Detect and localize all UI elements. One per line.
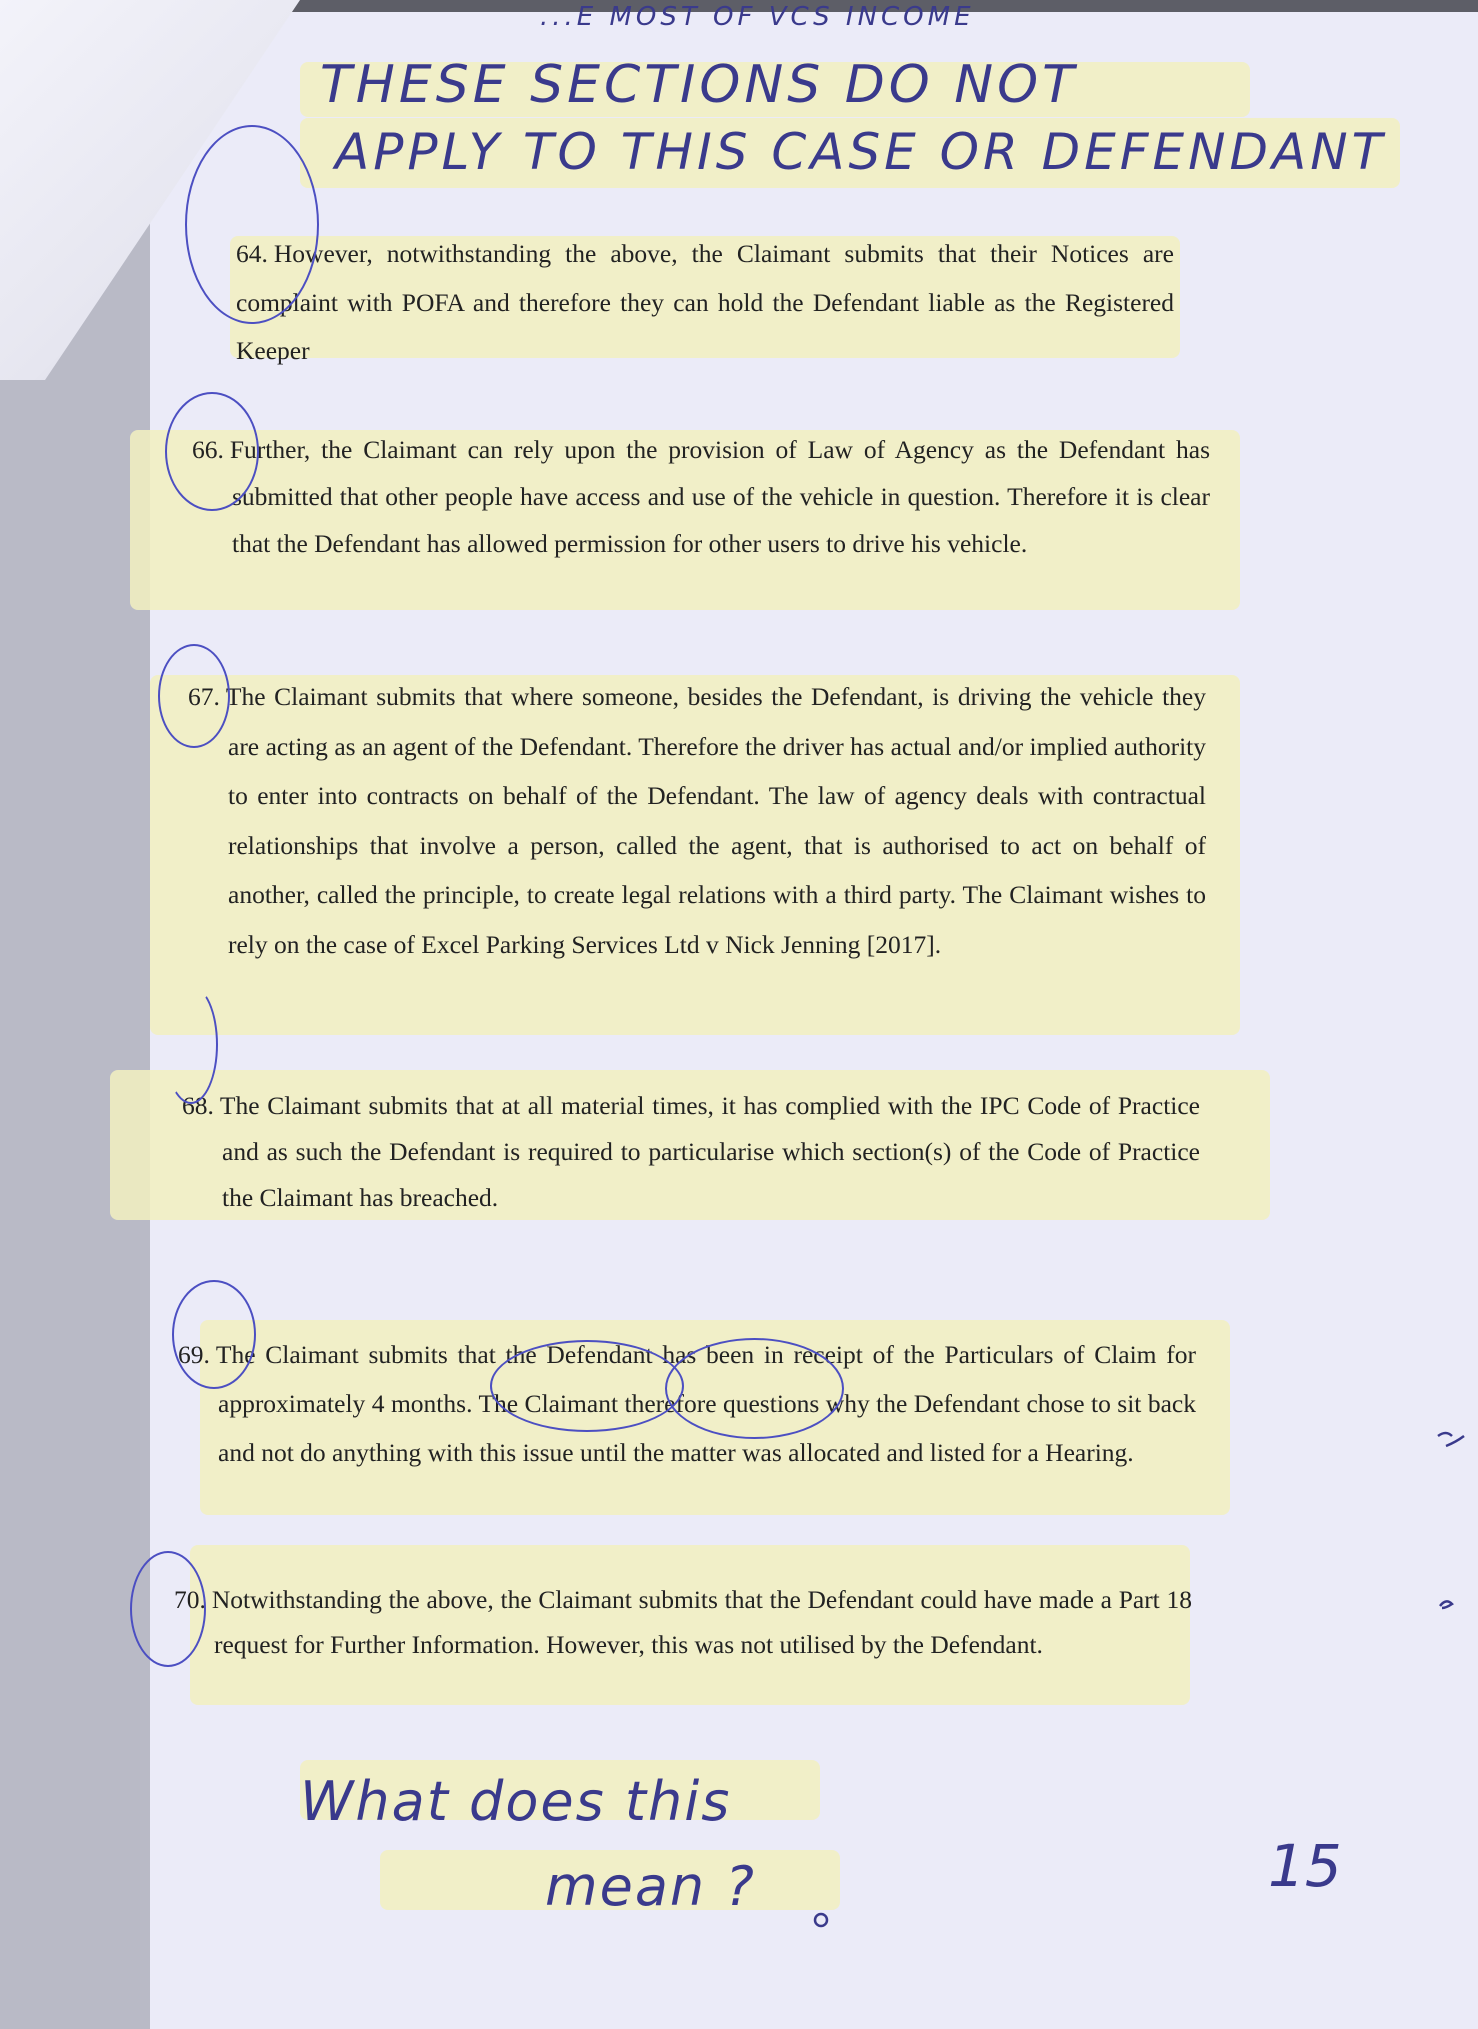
paragraph-number: 64. <box>236 239 268 268</box>
paragraph-number: 69. <box>178 1340 210 1369</box>
handwritten-note-line1: THESE SECTIONS DO NOT <box>320 55 1078 115</box>
paragraph-text: The Claimant submits that at all material times, it has complied with the IPC Code of Practice and as such the Defendant is required to particularise which section(s) of the Code of Practice the Claimant has breached. <box>219 1091 1200 1212</box>
handwritten-note-line2: APPLY TO THIS CASE OR DEFENDANT <box>335 123 1387 181</box>
margin-mark <box>1440 1601 1452 1608</box>
paragraph-number: 68. <box>182 1091 214 1120</box>
paragraph-text: The Claimant submits that the Defendant has been in receipt of the Particulars of Claim for approximately 4 months. The Claimant therefore questions why the Defendant chose to sit back and not do anything with this issue until the matter was allocated and listed for a Hearing. <box>215 1340 1196 1467</box>
paragraph-text: The Claimant submits that where someone, besides the Defendant, is driving the vehicle they are acting as an agent of the Defendant. Therefore the driver has actual and/or implied authority to enter into contracts on behalf of the Defendant. The law of agency deals with contractual relationships that involve a person, called the agent, that is authorised to act on behalf of another, called the principle, to create legal relations with a third party. The Claimant wishes to rely on the case of Excel Parking Services Ltd v Nick Jenning [2017]. <box>225 682 1206 959</box>
paragraph-number: 70. <box>174 1585 206 1614</box>
paragraph-text: Notwithstanding the above, the Claimant submits that the Defendant could have made a Part 18 request for Further Information. However, this was not utilised by the Defendant. <box>211 1585 1192 1659</box>
handwritten-note-top-cut: ...E MOST OF VCS INCOME <box>540 2 975 32</box>
handwritten-question-line1: What does this <box>300 1770 732 1833</box>
margin-mark <box>1438 1433 1464 1446</box>
pen-dot <box>815 1914 827 1926</box>
handwritten-question-line2: mean ? <box>545 1855 756 1918</box>
handwritten-page-number: 15 <box>1268 1832 1342 1900</box>
paragraph-number: 67. <box>188 682 220 711</box>
paragraph-number: 66. <box>192 435 224 464</box>
paragraph-text: However, notwithstanding the above, the Claimant submits that their Notices are complaint with POFA and therefore they can hold the Defendant liable as the Registered Keeper <box>236 239 1174 365</box>
paragraph-text: Further, the Claimant can rely upon the provision of Law of Agency as the Defendant has submitted that other people have access and use of the vehicle in question. Therefore it is clear that the Defendant has allowed permission for other users to drive his vehicle. <box>229 435 1210 558</box>
